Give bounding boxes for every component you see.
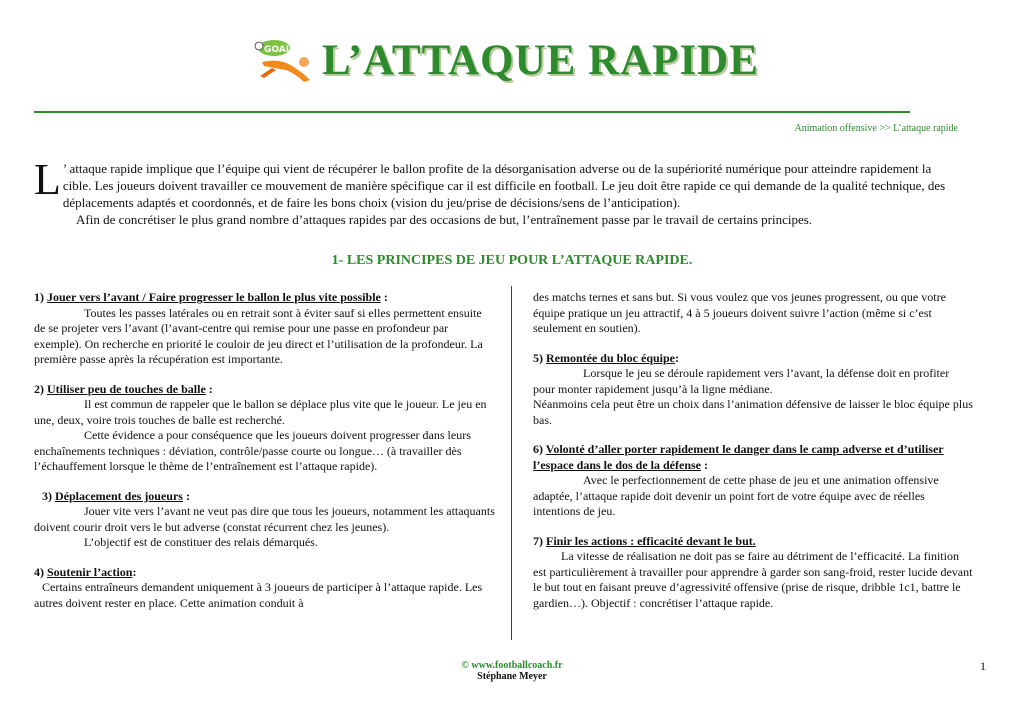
principle-6-text: Avec le perfectionnement de cette phase de jeu et une animation offensive adaptée, l’attaque rapide doit devenir un point fort de votre équipe avec de réelles intentions de jeu. (533, 473, 939, 518)
footer-author: Stéphane Meyer (477, 671, 547, 682)
principle-2-text-2: Cette évidence a pour conséquence que les joueurs doivent progresser dans leurs enchaînements techniques : déviation, contrôle/passe courte ou longue… (à travailler dès l’échauffement lorsque le thème de l’entraînement est l’attaque rapide). (34, 428, 471, 473)
left-column (34, 290, 496, 625)
principle-3-text-1: Jouer vite vers l’avant ne veut pas dire que tous les joueurs, notamment les attaquants doivent courir droit vers le but adverse (constat récurrent chez les jeunes). (34, 504, 495, 534)
principle-1 (34, 290, 496, 368)
page-number: 1 (980, 659, 986, 673)
column-divider (511, 286, 512, 640)
principle-4 (34, 565, 496, 612)
principle-4-heading: 4) Soutenir l’action: (34, 564, 137, 579)
logo-text: GOAL (264, 45, 292, 55)
principle-6-heading: 6) Volonté d’aller porter rapidement le danger dans le camp adverse et d’utiliser l’espace dans le dos de la défense : (533, 442, 944, 472)
principle-3-heading: 3) Déplacement des joueurs : (42, 488, 190, 503)
intro-paragraph-2: Afin de concrétiser le plus grand nombre d’attaques rapides par des occasions de but, l’entraînement passe par le travail de certains principes. (76, 212, 813, 227)
header-divider (34, 111, 910, 113)
right-column (533, 290, 973, 625)
intro-text (34, 155, 954, 228)
principle-4-continued-text: des matchs ternes et sans but. Si vous voulez que vos jeunes progressent, ou que votre équipe pratique un jeu attractif, 4 à 5 joueurs doivent suivre l’action (même si c’est seulement en soutien). (533, 290, 946, 335)
principle-1-heading: 1) Jouer vers l’avant / Faire progresser le ballon le plus vite possible : (34, 290, 388, 304)
principle-7-text: La vitesse de réalisation ne doit pas se faire au détriment de l’efficacité. La finition est particulièrement à travailler pour apprendre à garder son sang-froid, rester lucide devant le but tout en faisant preuve d’agressivité offensive (prise de risque, dribble 1c1, battre le gardien…). Objectif : concrétiser l’attaque rapide. (533, 549, 973, 610)
principle-4-continued (533, 290, 973, 337)
breadcrumb: Animation offensive >> L’attaque rapide (794, 123, 958, 134)
principle-5-text-1: Lorsque le jeu se déroule rapidement vers l’avant, la défense doit en profiter pour monter rapidement jusqu’à la ligne médiane. (533, 366, 950, 396)
principle-2 (34, 382, 496, 475)
principle-7 (533, 534, 973, 612)
principle-5 (533, 351, 973, 429)
principle-2-heading: 2) Utiliser peu de touches de balle : (34, 381, 213, 396)
section-title: 1- LES PRINCIPES DE JEU POUR L’ATTAQUE RAPIDE. (331, 253, 693, 268)
principle-2-text-1: Il est commun de rappeler que le ballon se déplace plus vite que le joueur. Le jeu en une, deux, voire trois touches de balle est recherché. (34, 397, 487, 427)
intro-paragraph-1: ’ attaque rapide implique que l’équipe qui vient de récupérer le ballon profite de la désorganisation adverse ou de la supériorité numérique pour atteindre rapidement la cible. Les joueurs doivent travailler ce mouvement de manière spécifique car il est difficile en football. Le jeu doit être rapide ce qui demande de la qualité technique, des déplacements adaptés et coordonnés, et de faire les bons choix (vision du jeu/prise de décisions/sens de l’anticipation). (62, 161, 946, 210)
footer-site-link[interactable]: © www.footballcoach.fr (461, 660, 563, 671)
principle-4-text: Certains entraîneurs demandent uniquement à 3 joueurs de participer à l’attaque rapide. Les autres doivent rester en place. Cette animation conduit à (34, 580, 483, 610)
page-header (0, 30, 1024, 100)
drop-cap: L (34, 155, 61, 204)
principle-7-heading: 7) Finir les actions : efficacité devant le but. (533, 533, 756, 548)
principle-1-text: Toutes les passes latérales ou en retrait sont à éviter sauf si elles permettent ensuite de se projeter vers l’avant (l’avant-centre qui remise pour une passe en profondeur par exemple). On recherche en priorité le couloir de jeu direct et l’utilisation de la profondeur. La première passe après la récupération est importante. (34, 305, 483, 366)
principle-3-text-2: L’objectif est de constituer des relais démarqués. (84, 535, 318, 549)
principle-5-text-2: Néanmoins cela peut être un choix dans l’animation défensive de laisser le bloc équipe plus bas. (533, 397, 973, 427)
page-footer (0, 660, 1024, 682)
principle-6 (533, 442, 973, 520)
goalkeeper-logo-icon (252, 36, 318, 86)
principle-3 (34, 489, 496, 551)
page-title: L’ATTAQUE RAPIDE (322, 37, 759, 84)
principle-5-heading: 5) Remontée du bloc équipe: (533, 350, 679, 365)
